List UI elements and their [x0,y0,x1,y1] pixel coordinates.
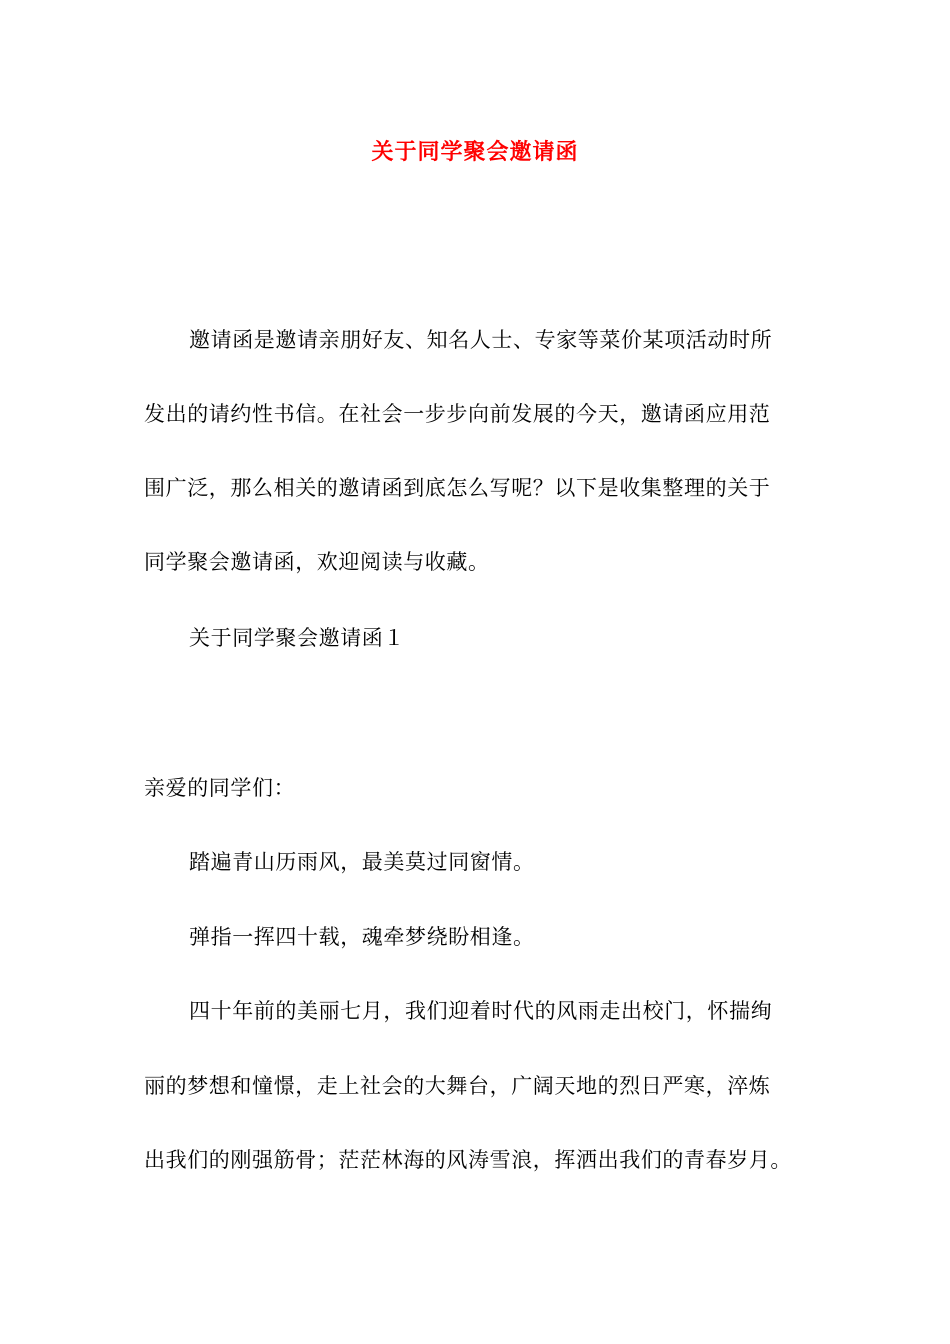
salutation: 亲爱的同学们： [144,776,296,800]
body-line-1: 四十年前的美丽七月，我们迎着时代的风雨走出校门，怀揣绚 [189,999,773,1023]
body-line-2: 丽的梦想和憧憬，走上社会的大舞台，广阔天地的烈日严寒，淬炼 [144,1074,771,1098]
body-line-3: 出我们的刚强筋骨；茫茫林海的风涛雪浪，挥洒出我们的青春岁月。 [144,1148,792,1172]
intro-line-4: 同学聚会邀请函，欢迎阅读与收藏。 [144,550,490,574]
intro-line-3: 围广泛，那么相关的邀请函到底怎么写呢？以下是收集整理的关于 [144,476,771,500]
poem-line-1: 踏遍青山历雨风，最美莫过同窗情。 [189,850,535,874]
section-heading: 关于同学聚会邀请函１ [189,626,405,650]
intro-line-1: 邀请函是邀请亲朋好友、知名人士、专家等菜价某项活动时所 [189,328,773,352]
intro-line-2: 发出的请约性书信。在社会一步步向前发展的今天，邀请函应用范 [144,402,771,426]
poem-line-2: 弹指一挥四十载，魂牵梦绕盼相逢。 [189,925,535,949]
document-title: 关于同学聚会邀请函 [371,139,579,165]
